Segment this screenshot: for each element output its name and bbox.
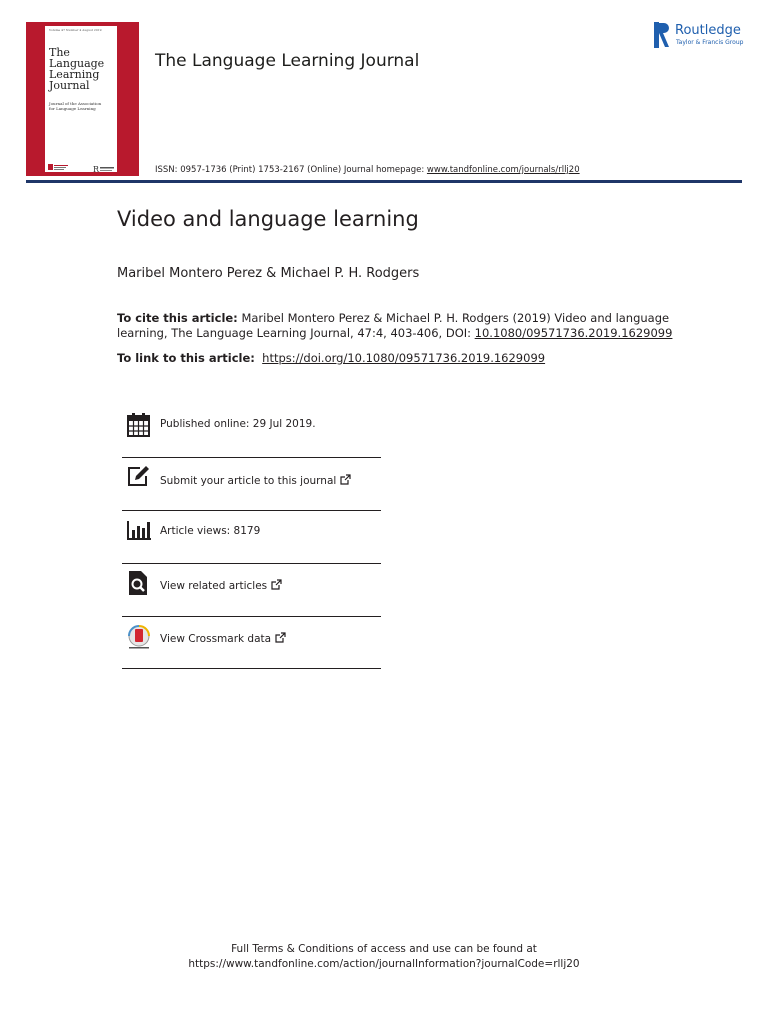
cover-panel (45, 26, 117, 172)
issn-line (155, 165, 580, 175)
terms-url[interactable]: https://www.tandfonline.com/action/journalInformation?journalCode=rllj20 (188, 958, 580, 970)
article-url-link[interactable]: https://doi.org/10.1080/09571736.2019.1629099 (262, 351, 546, 365)
related-articles-text: View related articles (160, 580, 268, 592)
external-link-icon (271, 579, 282, 590)
journal-homepage-link[interactable]: www.tandfonline.com/journals/rllj20 (426, 165, 580, 175)
item-divider (122, 616, 381, 617)
publisher-group: Taylor & Francis Group (676, 39, 744, 46)
cover-publisher-logo-icon (93, 165, 115, 173)
svg-text:R: R (93, 165, 100, 173)
cover-issue-line: Volume 47 Number 4 August 2019 (49, 28, 102, 32)
issn-text: ISSN: 0957-1736 (Print) 1753-2167 (Online) Journal homepage: (155, 165, 427, 175)
cite-text: Maribel Montero Perez & Michael P. H. Rodgers (2019) Video and language learning, The Language Learning Journal, 47:4, 403-406, DOI: (117, 311, 670, 340)
cover-title: The Language Learning Journal (49, 46, 105, 92)
terms-line: Full Terms & Conditions of access and use can be found at (231, 943, 537, 955)
header-divider (26, 180, 742, 183)
routledge-r-icon (654, 22, 670, 48)
citation-block (117, 311, 677, 341)
article-views-item (122, 517, 381, 569)
published-online-label: Published online: 29 Jul 2019. (160, 418, 316, 430)
cite-label: To cite this article: (117, 311, 238, 325)
submit-article-text: Submit your article to this journal (160, 475, 337, 487)
item-divider (122, 668, 381, 669)
crossmark-icon (126, 624, 152, 650)
item-divider (122, 510, 381, 511)
submit-article-label[interactable] (160, 474, 351, 487)
link-label: To link to this article: (117, 351, 255, 365)
bar-chart-icon (126, 517, 152, 543)
external-link-icon (340, 474, 351, 485)
article-authors: Maribel Montero Perez & Michael P. H. Rodgers (117, 266, 420, 281)
publisher-name: Routledge (675, 23, 741, 38)
routledge-logo[interactable] (654, 22, 746, 50)
external-link-icon (275, 632, 286, 643)
article-title: Video and language learning (117, 207, 419, 231)
journal-title: The Language Learning Journal (155, 51, 420, 71)
edit-icon (126, 464, 152, 490)
association-logo-icon (48, 162, 70, 172)
item-divider (122, 563, 381, 564)
article-link-block (117, 351, 545, 365)
calendar-icon (126, 412, 152, 438)
related-articles-item[interactable] (122, 570, 381, 622)
item-divider (122, 457, 381, 458)
journal-cover (26, 22, 139, 176)
crossmark-label[interactable] (160, 632, 286, 645)
cover-subtitle: Journal of the Association for Language Learning (49, 101, 102, 111)
terms-footer (0, 942, 768, 972)
submit-article-item[interactable] (122, 464, 381, 516)
related-articles-label[interactable] (160, 579, 282, 592)
crossmark-text: View Crossmark data (160, 633, 272, 645)
article-views-label: Article views: 8179 (160, 525, 261, 537)
doi-link[interactable]: 10.1080/09571736.2019.1629099 (474, 326, 673, 340)
document-search-icon (126, 570, 152, 596)
